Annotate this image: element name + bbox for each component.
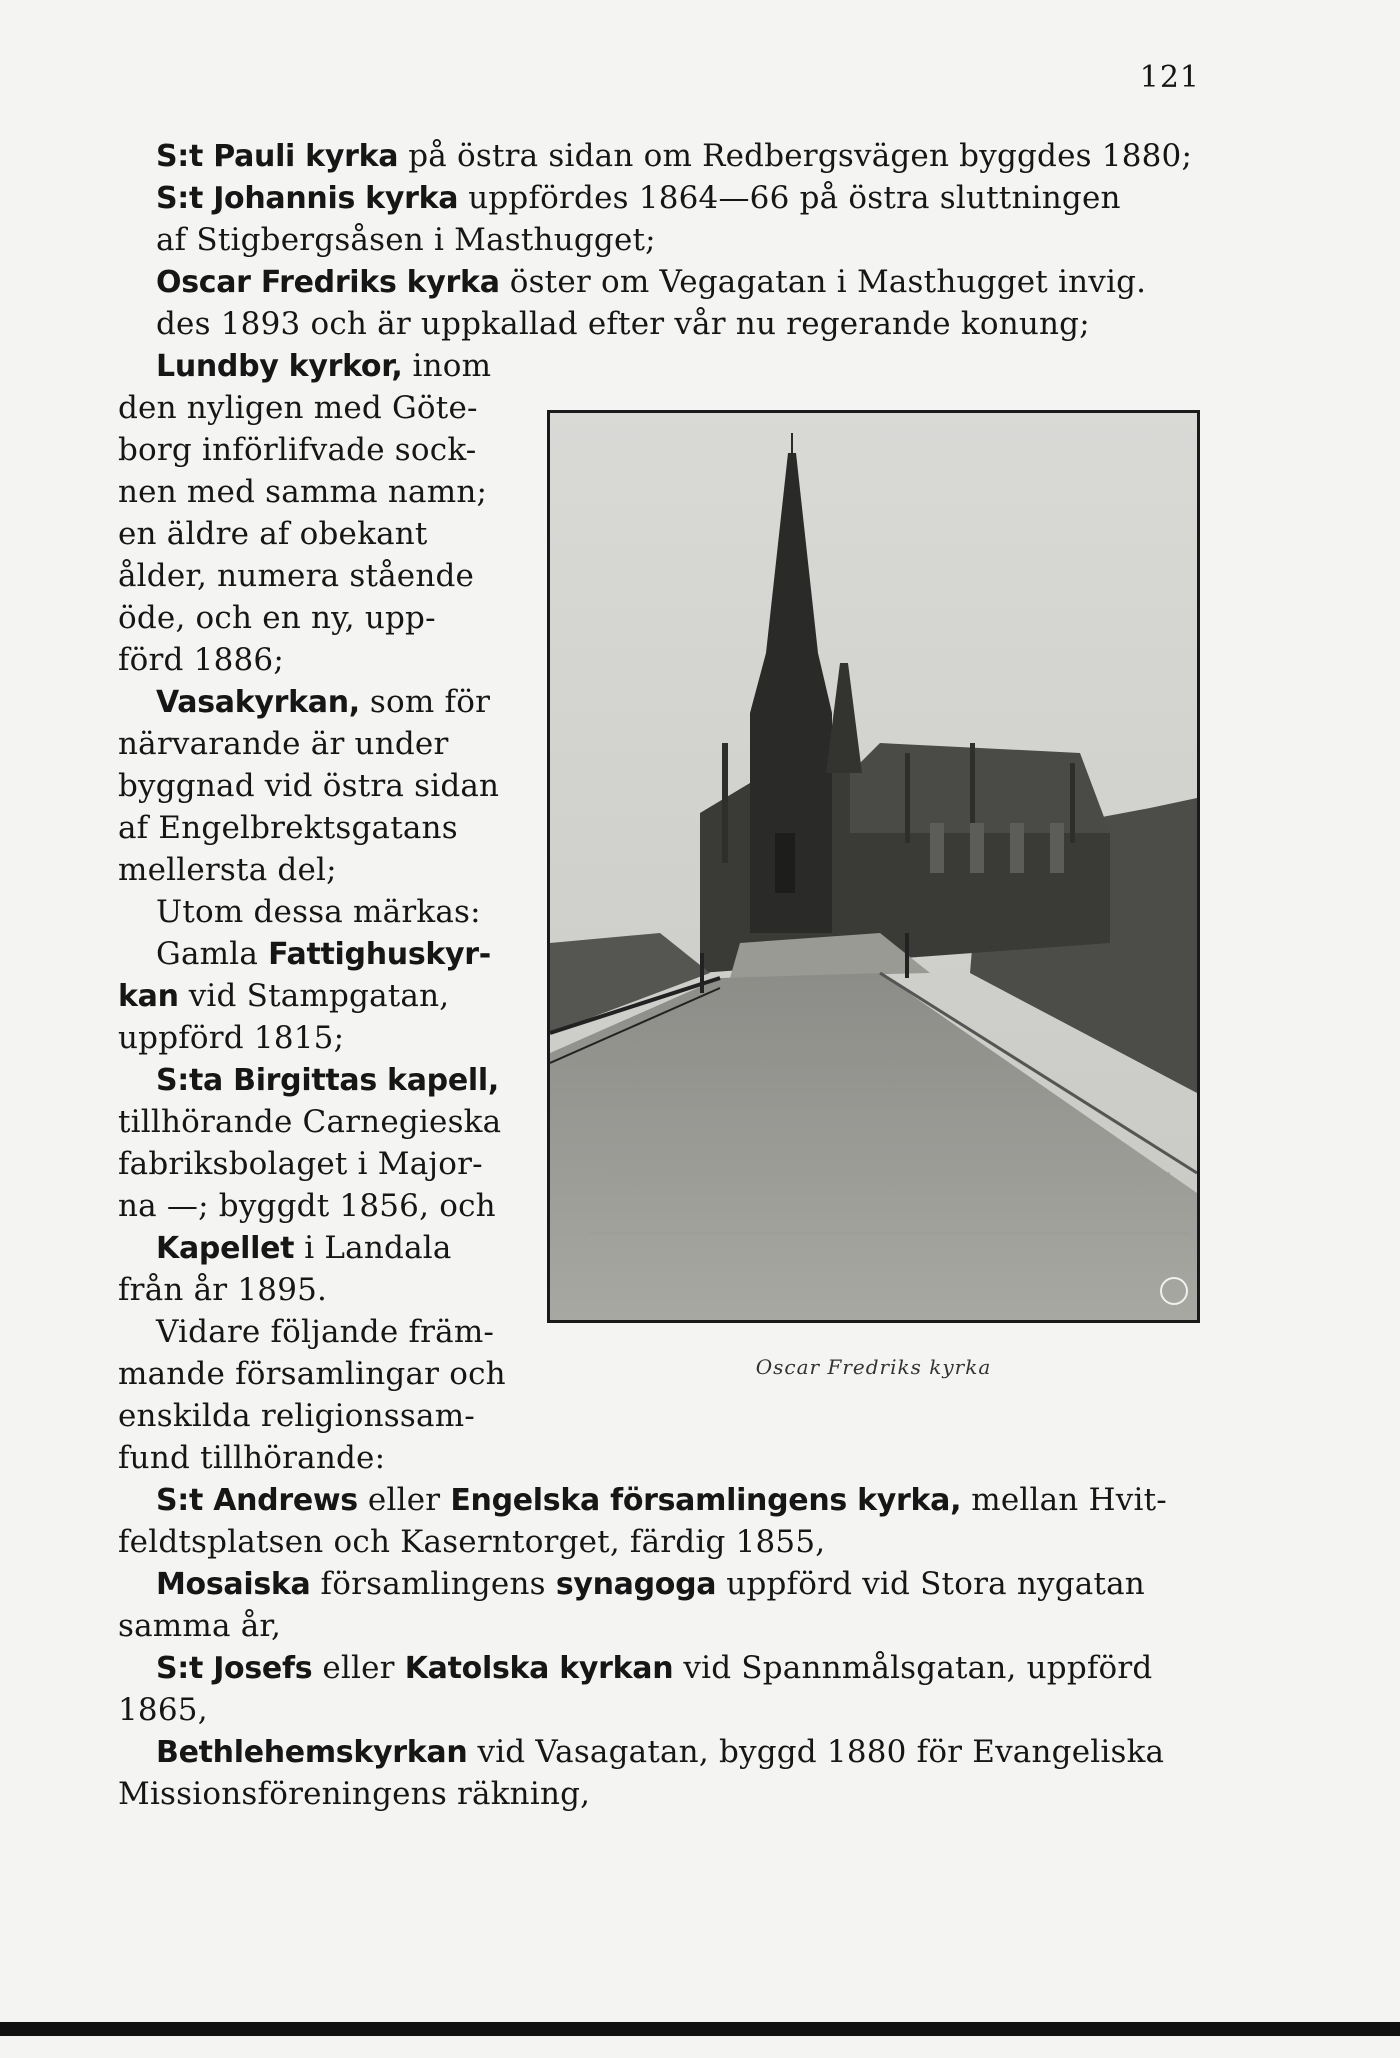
text-line-14: Vasakyrkan, som för: [156, 684, 491, 720]
text-line-39: Bethlehemskyrkan vid Vasagatan, byggd 1880 för Evangeliska: [156, 1734, 1165, 1770]
figure-caption: Oscar Fredriks kyrka: [755, 1355, 992, 1379]
text-line-17: af Engelbrektsgatans: [118, 810, 458, 846]
text-line-9: nen med samma namn;: [118, 474, 488, 510]
text-line-21: kan vid Stampgatan,: [118, 978, 450, 1014]
page-number: 121: [1139, 60, 1200, 95]
text-line-38: 1865,: [118, 1692, 208, 1728]
scan-edge-band: [0, 2022, 1400, 2036]
text-line-8: borg införlifvade sock-: [118, 432, 477, 468]
text-line-24: tillhörande Carnegieska: [118, 1104, 502, 1140]
text-line-19: Utom dessa märkas:: [156, 894, 481, 930]
text-line-13: förd 1886;: [118, 642, 284, 678]
text-line-20: Gamla Fattighuskyr-: [156, 936, 491, 972]
text-line-33: S:t Andrews eller Engelska församlingens kyrka, mellan Hvit-: [156, 1482, 1167, 1518]
text-line-30: mande församlingar och: [118, 1356, 506, 1392]
church-photo-icon: [550, 413, 1197, 1320]
church-photograph: [547, 410, 1200, 1323]
text-line-22: uppförd 1815;: [118, 1020, 345, 1056]
text-line-27: Kapellet i Landala: [156, 1230, 452, 1266]
text-line-10: en äldre af obekant: [118, 516, 428, 552]
text-line-29: Vidare följande främ-: [156, 1314, 495, 1350]
text-line-1: S:t Pauli kyrka på östra sidan om Redbergsvägen byggdes 1880;: [156, 138, 1193, 174]
text-line-35: Mosaiska församlingens synagoga uppförd vid Stora nygatan: [156, 1566, 1145, 1602]
text-line-15: närvarande är under: [118, 726, 449, 762]
text-line-32: fund tillhörande:: [118, 1440, 386, 1476]
text-line-40: Missionsföreningens räkning,: [118, 1776, 591, 1812]
text-line-37: S:t Josefs eller Katolska kyrkan vid Spannmålsgatan, uppförd: [156, 1650, 1153, 1686]
text-line-3: af Stigbergsåsen i Masthugget;: [156, 222, 656, 258]
text-line-34: feldtsplatsen och Kaserntorget, färdig 1855,: [118, 1524, 826, 1560]
text-line-23: S:ta Birgittas kapell,: [156, 1063, 499, 1098]
text-line-28: från år 1895.: [118, 1272, 328, 1308]
text-line-18: mellersta del;: [118, 852, 337, 888]
text-line-31: enskilda religionssam-: [118, 1398, 475, 1434]
text-line-26: na —; byggdt 1856, och: [118, 1188, 496, 1224]
text-line-4: Oscar Fredriks kyrka öster om Vegagatan i Masthugget invig.: [156, 264, 1147, 300]
text-line-6: Lundby kyrkor, inom: [156, 348, 492, 384]
text-line-16: byggnad vid östra sidan: [118, 768, 500, 804]
text-line-11: ålder, numera stående: [118, 558, 475, 594]
text-line-12: öde, och en ny, upp-: [118, 600, 436, 636]
text-line-25: fabriksbolaget i Major-: [118, 1146, 483, 1182]
text-line-5: des 1893 och är uppkallad efter vår nu regerande konung;: [156, 306, 1090, 342]
text-line-36: samma år,: [118, 1608, 282, 1644]
text-line-2: S:t Johannis kyrka uppfördes 1864—66 på östra sluttningen: [156, 180, 1121, 216]
text-line-7: den nyligen med Göte-: [118, 390, 478, 426]
